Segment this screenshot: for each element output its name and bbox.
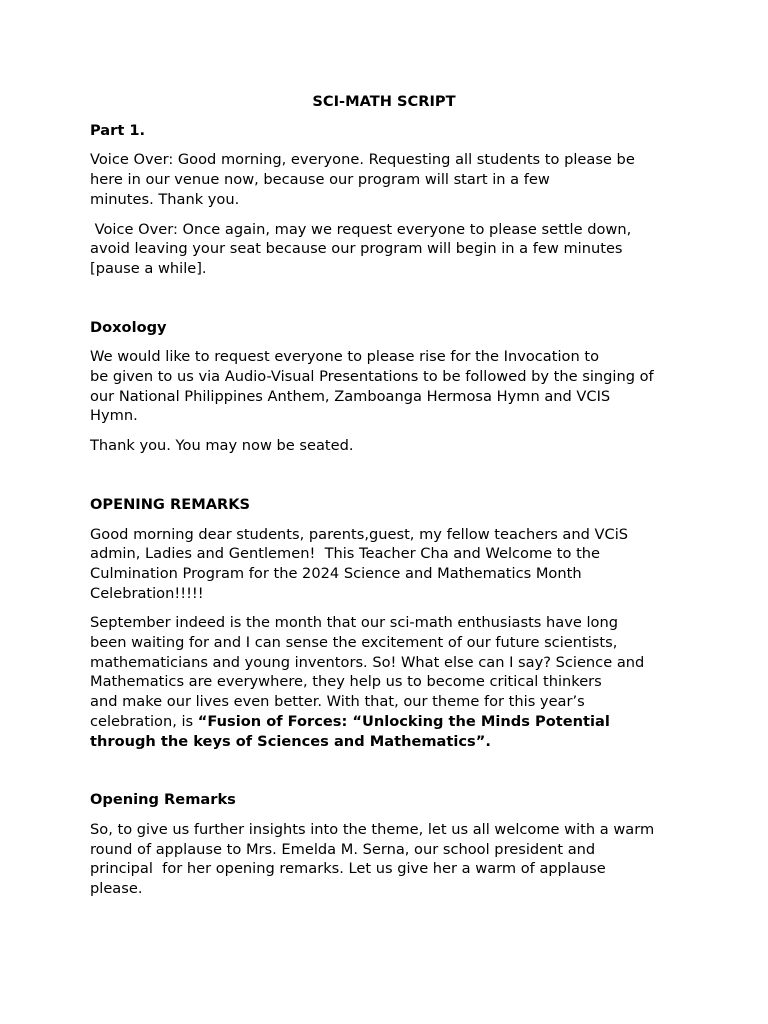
- section-spacer: [90, 289, 690, 318]
- opening-remarks-heading-2: Opening Remarks: [90, 791, 236, 809]
- part-heading: Part 1.: [90, 121, 146, 139]
- opening-remarks-paragraph-2: [90, 820, 690, 899]
- text-line: So, to give us further insights into the theme, let us all welcome with a warm: [90, 820, 655, 838]
- theme-title-part-2: through the keys of Sciences and Mathematics”.: [90, 732, 491, 750]
- text-line: mathematicians and young inventors. So! What else can I say? Science and: [90, 653, 645, 671]
- september-paragraph: [90, 613, 690, 751]
- section-spacer: [90, 466, 690, 495]
- theme-line: [90, 712, 690, 732]
- theme-title-part-1: “Fusion of Forces: “Unlocking the Minds Potential: [197, 712, 610, 730]
- section-spacer: [90, 761, 690, 790]
- document-title: SCI-MATH SCRIPT: [312, 93, 456, 110]
- text-line: Voice Over: Good morning, everyone. Requesting all students to please be: [90, 151, 635, 169]
- text-line: principal for her opening remarks. Let us give her a warm of applause: [90, 860, 606, 878]
- doxology-thanks: [90, 436, 690, 456]
- opening-remarks-heading: OPENING REMARKS: [90, 495, 251, 513]
- text-line: Celebration!!!!!: [90, 584, 204, 602]
- text-line: minutes. Thank you.: [90, 190, 240, 208]
- text-line: our National Philippines Anthem, Zamboanga Hermosa Hymn and VCIS: [90, 387, 611, 405]
- text-line: round of applause to Mrs. Emelda M. Serna, our school president and: [90, 840, 596, 858]
- text-line: Hymn.: [90, 407, 138, 425]
- text-line: September indeed is the month that our sci-math enthusiasts have long: [90, 614, 618, 632]
- text-line: admin, Ladies and Gentlemen! This Teacher Cha and Welcome to the: [90, 545, 601, 563]
- text-line: avoid leaving your seat because our program will begin in a few minutes: [90, 240, 623, 258]
- text-line: Thank you. You may now be seated.: [90, 437, 354, 455]
- opening-remarks-paragraph: [90, 525, 690, 604]
- text-line: We would like to request everyone to please rise for the Invocation to: [90, 348, 599, 366]
- text-line: here in our venue now, because our program will start in a few: [90, 171, 550, 189]
- text-line: Voice Over: Once again, may we request everyone to please settle down,: [90, 220, 632, 238]
- doxology-heading: Doxology: [90, 318, 167, 336]
- text-line: Culmination Program for the 2024 Science and Mathematics Month: [90, 564, 582, 582]
- text-line: been waiting for and I can sense the excitement of our future scientists,: [90, 634, 618, 652]
- text-line: be given to us via Audio-Visual Presentations to be followed by the singing of: [90, 368, 654, 386]
- theme-prefix: celebration, is: [90, 712, 198, 730]
- text-line: and make our lives even better. With that, our theme for this year’s: [90, 693, 585, 711]
- document-page: [90, 92, 690, 909]
- voice-over-paragraph-2: [90, 220, 690, 279]
- voice-over-paragraph-1: [90, 150, 690, 209]
- text-line: Good morning dear students, parents,guest, my fellow teachers and VCiS: [90, 525, 629, 543]
- text-line: Mathematics are everywhere, they help us to become critical thinkers: [90, 673, 602, 691]
- doxology-paragraph: [90, 347, 690, 426]
- text-line: please.: [90, 880, 143, 898]
- text-line: [pause a while].: [90, 259, 207, 277]
